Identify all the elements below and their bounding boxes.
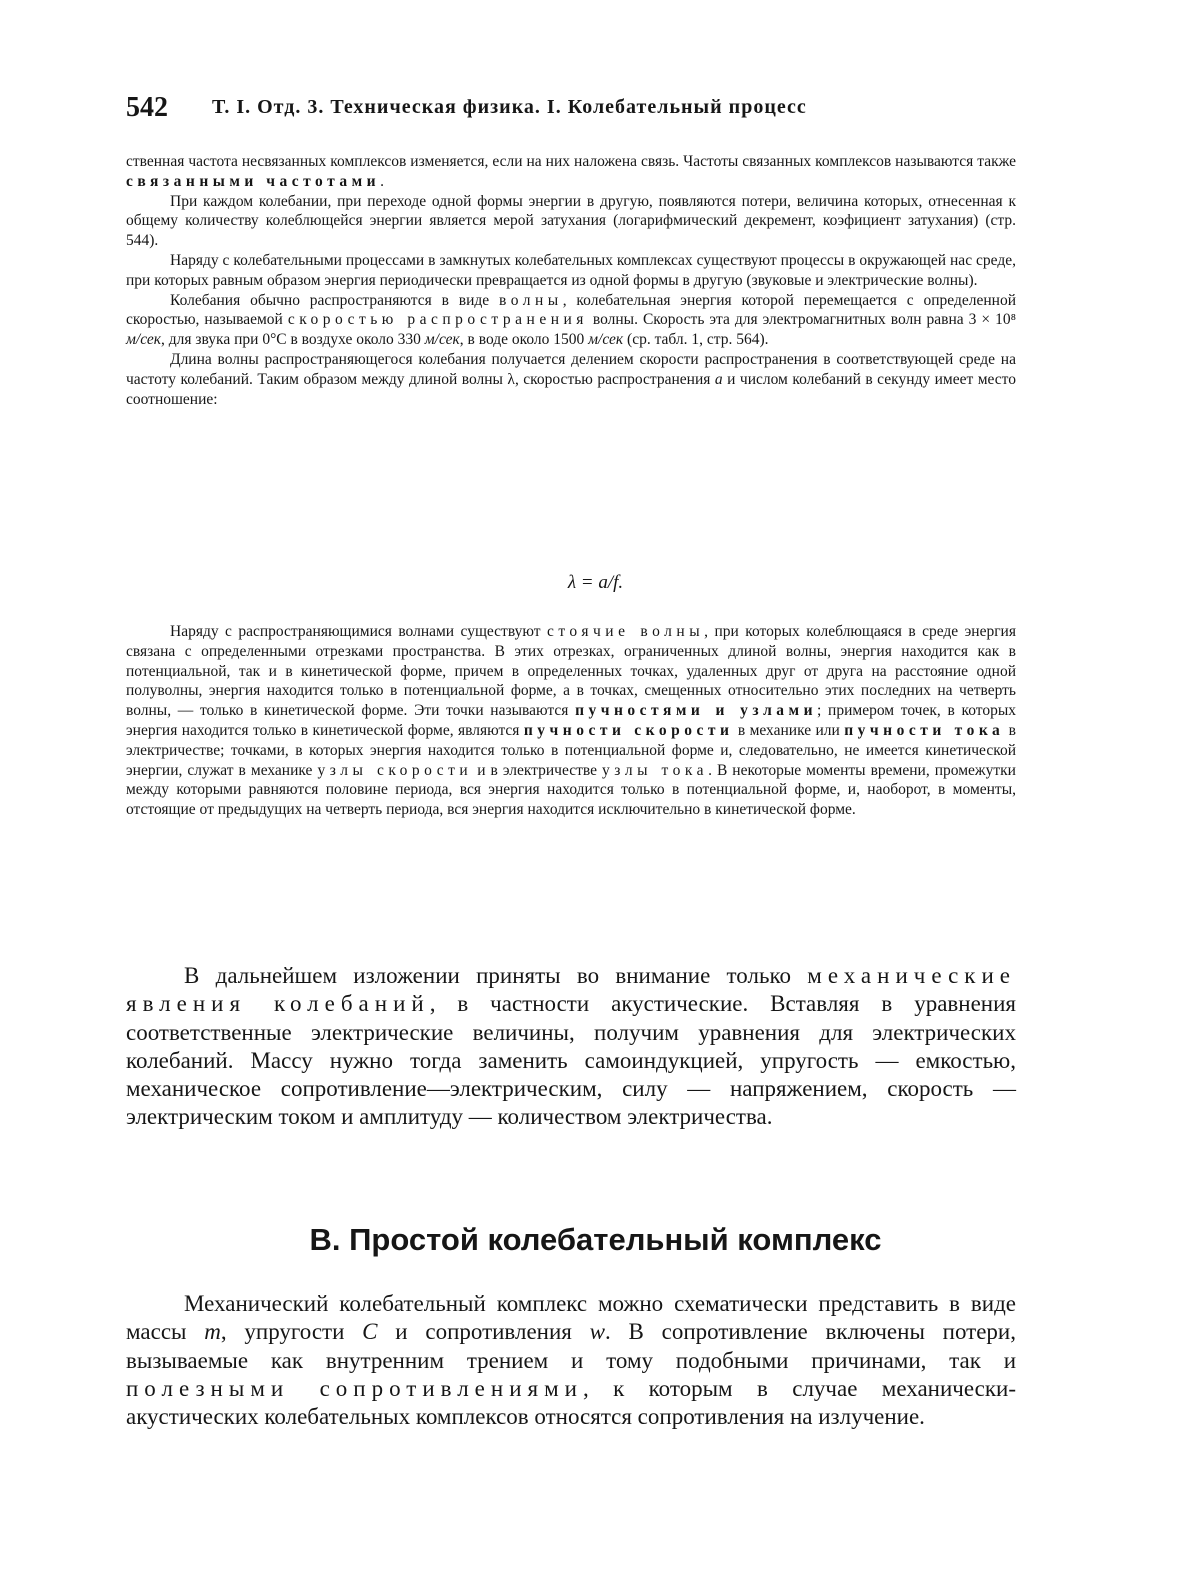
spaced-term: пучностями и узлами bbox=[575, 702, 818, 720]
paragraph-continued bbox=[126, 152, 1016, 192]
text-run: ; примером точек, в которых энергия находится только в кинетической форме, являются bbox=[126, 702, 1016, 739]
small-text-block-1 bbox=[126, 152, 1016, 409]
text-run: , при которых колеблющаяся в среде энергия связана с определенными отрезками пространства. В этих отрезках, ограниченных длиной волны, энергия находится как в потенциальной, так и в кинетической форме, причем в определенных точках, удаленных друг от друга на расстояние одной полуволны, энергия находится только в потенциальной форме, а в точках, смещенных относительно этих последних на четверть волны, — только в кинетической форме. Эти точки называются bbox=[126, 623, 1016, 720]
spaced-term: стоячие волны bbox=[546, 623, 705, 640]
spaced-term: волны bbox=[499, 291, 563, 309]
variable: m bbox=[204, 1319, 221, 1345]
text-run: Механический колебательный комплекс можно схематически представить в виде массы bbox=[126, 1291, 1016, 1345]
spaced-term: механические явления колебаний bbox=[126, 963, 1016, 1017]
text-run: , к которым в случае механически-акустических колебательных комплексов относятся сопротивления на излучение. bbox=[126, 1375, 1016, 1430]
variable: C bbox=[362, 1319, 378, 1345]
spaced-term: узлы скорости bbox=[317, 761, 473, 779]
text-run: , в воде около 1500 bbox=[459, 331, 589, 349]
paragraph-standing-waves bbox=[126, 622, 1016, 820]
spaced-term: пучности скорости bbox=[523, 721, 734, 739]
text-run: . В некоторые моменты времени, промежутки между которыми равняются половине периода, вся энергия находится только в потенциальной форме, и, наоборот, в моменты, отстоящие от предыдущих на четверть периода, вся энергия находится исключительно в кинетической форме. bbox=[126, 761, 1016, 819]
text-run: , для звука при 0°С в воздухе около 330 bbox=[161, 331, 425, 349]
text-run: . В сопротивление включены потери, вызываемые как внутренним трением и тому подобными причинами, так и bbox=[126, 1319, 1016, 1373]
text-run: , в частности акустические. Вставляя в уравнения соответственные электрические величины, получим уравнения для электрических колебаний. Массу нужно тогда заменить самоиндукцией, упругость — емкостью, механическое сопротивление—электрическим, силу — напряжением, скорость — электрическим током и амплитуду — количеством электричества. bbox=[126, 991, 1016, 1130]
paragraph-damping: При каждом колебании, при переходе одной формы энергии в другую, появляются потери, величина которых, отнесенная к общему количеству колеблющейся энергии является мерой затухания (логарифмический декремент, коэфициент затухания) (стр. 544). bbox=[126, 192, 1016, 250]
small-text-block-2 bbox=[126, 622, 1016, 820]
section-title: В. Простой колебательный комплекс bbox=[309, 1222, 882, 1257]
text-run: . bbox=[380, 172, 384, 190]
running-head: Т. I. Отд. 3. Техническая физика. I. Колебательный процесс bbox=[212, 96, 807, 118]
spaced-term: скоростью распространения bbox=[287, 311, 588, 329]
variable: w bbox=[589, 1319, 605, 1345]
text-run: В дальнейшем изложении приняты во внимание только bbox=[184, 963, 808, 988]
unit: м/сек bbox=[126, 331, 162, 349]
text-run: Длина волны распространяющегося колебания получается делением скорости распространения в соответствующей среде на частоту колебаний. Таким образом между длиной волны λ, скоростью распространения bbox=[126, 350, 1016, 388]
text-run: , колебательная энергия которой перемещается с определенной скоростью, называемой bbox=[126, 291, 1016, 329]
formula: λ = a/f. bbox=[567, 572, 624, 593]
text-run: Колебания обычно распространяются в виде bbox=[170, 291, 499, 309]
paragraph-wavelength bbox=[126, 350, 1016, 409]
spaced-term: связанными частотами bbox=[126, 172, 381, 190]
text-run: в электричестве; точками, в которых энергия находится только в потенциальной форме и, следовательно, не имеется кинетической энергии, служат в механике bbox=[126, 721, 1017, 779]
text-run: и сопротивления bbox=[377, 1319, 590, 1345]
paragraph-propagation bbox=[126, 291, 1016, 350]
text-run: Наряду с распространяющимися волнами существуют bbox=[170, 623, 547, 640]
spaced-term: пучности тока bbox=[844, 721, 1005, 739]
text-run: ственная частота несвязанных комплексов изменяется, если на них наложена связь. Частоты связанных комплексов называются также bbox=[126, 153, 1016, 170]
unit: м/сек bbox=[588, 331, 624, 349]
page-number: 542 bbox=[126, 92, 168, 123]
paragraph-waves: Наряду с колебательными процессами в замкнутых колебательных комплексах существуют процессы в окружающей нас среде, при которых равным образом энергия периодически превращается из одной формы в другую (звуковые и электрические волны). bbox=[126, 251, 1016, 289]
spaced-term: узлы тока bbox=[602, 761, 709, 779]
variable: a bbox=[714, 370, 723, 388]
spaced-term: полезными сопротивлениями bbox=[126, 1375, 583, 1401]
page-header bbox=[126, 92, 966, 128]
unit: м/сек bbox=[424, 331, 460, 349]
paragraph-mechanical bbox=[126, 962, 1016, 1132]
large-text-block-2 bbox=[126, 1290, 1016, 1431]
text-run: и числом колебаний в секунду имеет место соотношение: bbox=[126, 370, 1016, 408]
text-run: в механике или bbox=[733, 721, 845, 739]
text-run: и в электричестве bbox=[472, 761, 603, 779]
text-run: (ср. табл. 1, стр. 564). bbox=[623, 331, 769, 349]
paragraph-simple-complex bbox=[126, 1290, 1016, 1431]
text-run: волны. Скорость эта для электромагнитных волн равна 3 × 10⁸ bbox=[587, 311, 1016, 329]
text-run: , упругости bbox=[220, 1319, 363, 1345]
large-text-block-1 bbox=[126, 962, 1016, 1132]
